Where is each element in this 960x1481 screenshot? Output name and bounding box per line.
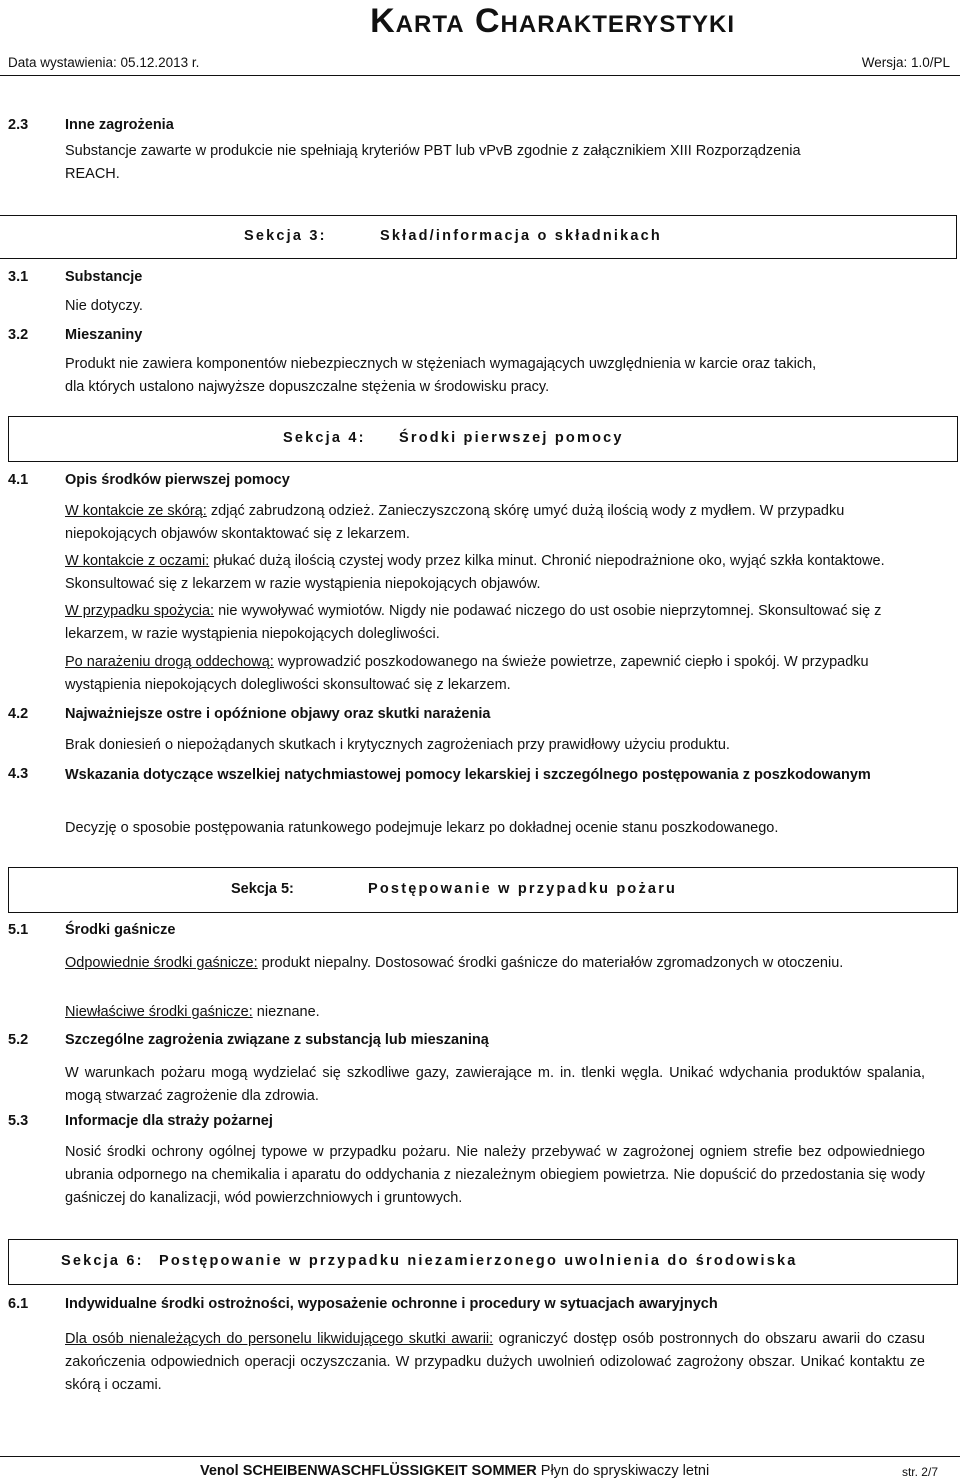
s4-1-ingestion-paragraph bbox=[65, 600, 925, 646]
s2-3-text-line2: REACH. bbox=[65, 166, 120, 182]
unsuitable-label: Niewłaściwe środki gaśnicze: bbox=[65, 1004, 253, 1020]
issue-date: Data wystawienia: 05.12.2013 r. bbox=[8, 55, 200, 70]
s4-3-title: Wskazania dotyczące wszelkiej natychmiastowej pomocy lekarskiej i szczególnego postępowania z poszkodowanym bbox=[65, 767, 871, 783]
s4-1-eyes-paragraph bbox=[65, 550, 925, 596]
footer-product bbox=[200, 1463, 709, 1479]
suitable-label: Odpowiednie środki gaśnicze: bbox=[65, 955, 258, 971]
s6-1-label: Dla osób nienależących do personelu likwidującego skutki awarii: bbox=[65, 1331, 494, 1347]
section-5-header bbox=[8, 867, 958, 913]
footer-product-desc: Płyn do spryskiwaczy letni bbox=[536, 1463, 710, 1479]
s5-3-text: Nosić środki ochrony ogólnej typowe w przypadku pożaru. Nie należy przebywać w zagrożonej ogniem strefie bez odpowiedniego ubrania odpornego na chemikalia i aparatu do oddychania z niezależnym obiegiem powietrza. Nie dopuścić do przedostania się wody gaśniczej do kanalizacji, wód powierzchniowych i gruntowych. bbox=[65, 1144, 925, 1206]
s5-2-number: 5.2 bbox=[8, 1032, 29, 1048]
s2-3-title: Inne zagrożenia bbox=[65, 117, 174, 133]
ingestion-label: W przypadku spożycia: bbox=[65, 603, 215, 619]
s5-2-title: Szczególne zagrożenia związane z substancją lub mieszaniną bbox=[65, 1032, 489, 1048]
footer-product-name: Venol SCHEIBENWASCHFLÜSSIGKEIT SOMMER bbox=[200, 1463, 537, 1479]
s4-1-inhalation-paragraph bbox=[65, 651, 925, 697]
s6-1-number: 6.1 bbox=[8, 1296, 29, 1312]
s3-2-title: Mieszaniny bbox=[65, 327, 143, 343]
s3-1-title: Substancje bbox=[65, 269, 143, 285]
section-3-label: Sekcja 3: bbox=[244, 228, 327, 244]
section-6-header bbox=[8, 1239, 958, 1285]
eyes-label: W kontakcie z oczami: bbox=[65, 553, 210, 569]
version: Wersja: 1.0/PL bbox=[861, 55, 950, 70]
footer-rule bbox=[0, 1456, 960, 1457]
skin-label: W kontakcie ze skórą: bbox=[65, 503, 207, 519]
eyes-text: płukać dużą ilością czystej wody przez kilka minut. Chronić niepodrażnione oko, wyjąć szkła kontaktowe. Skonsultować się z lekarzem w razie wystąpienia niepokojących objawów. bbox=[65, 553, 885, 592]
section-5-label: Sekcja 5: bbox=[231, 881, 294, 897]
s4-1-skin-paragraph bbox=[65, 500, 925, 546]
unsuitable-text: nieznane. bbox=[252, 1004, 320, 1020]
s4-3-text: Decyzję o sposobie postępowania ratunkowego podejmuje lekarz po dokładnej ocenie stanu poszkodowanego. bbox=[65, 820, 779, 836]
section-6-label: Sekcja 6: bbox=[61, 1253, 144, 1269]
s3-2-text-line2: dla których ustalono najwyższe dopuszczalne stężenia w środowisku pracy. bbox=[65, 379, 550, 395]
skin-text: zdjąć zabrudzoną odzież. Zanieczyszczoną skórę umyć dużą ilością wody z mydłem. W przypadku niepokojących objawów skontaktować się z lekarzem. bbox=[65, 503, 845, 542]
s5-3-number: 5.3 bbox=[8, 1113, 29, 1129]
s2-3-text-line1: Substancje zawarte w produkcie nie spełniają kryteriów PBT lub vPvB zgodnie z załącznikiem XIII Rozporządzenia bbox=[65, 143, 801, 159]
s4-2-text: Brak doniesień o niepożądanych skutkach i krytycznych zagrożeniach przy prawidłowy użyciu produktu. bbox=[65, 737, 730, 753]
s3-1-text: Nie dotyczy. bbox=[65, 298, 143, 314]
section-4-header bbox=[8, 416, 958, 462]
section-4-label: Sekcja 4: bbox=[283, 430, 366, 446]
section-3-header bbox=[0, 215, 957, 259]
s2-3-number: 2.3 bbox=[8, 117, 29, 133]
s4-2-title: Najważniejsze ostre i opóźnione objawy oraz skutki narażenia bbox=[65, 706, 491, 722]
s6-1-text: ograniczyć dostęp osób postronnych do obszaru awarii do czasu zakończenia odpowiednich operacji oczyszczania. W przypadku dużych uwolnień odizolować zagrożony obszar. Unikać kontaktu ze skórą i oczami. bbox=[65, 1331, 925, 1393]
s5-2-text: W warunkach pożaru mogą wydzielać się szkodliwe gazy, zawierające m. in. tlenki węgla. Unikać wdychania produktów spalania, mogą stwarzać zagrożenie dla zdrowia. bbox=[65, 1065, 925, 1104]
suitable-text: produkt niepalny. Dostosować środki gaśnicze do materiałów zgromadzonych w otoczeniu. bbox=[257, 955, 844, 971]
inhalation-text: wyprowadzić poszkodowanego na świeże powietrze, zapewnić ciepło i spokój. W przypadku wystąpienia niepokojących dolegliwości skonsultować się z lekarzem. bbox=[65, 654, 869, 693]
section-3-title: Skład/informacja o składnikach bbox=[380, 228, 662, 244]
s3-2-number: 3.2 bbox=[8, 327, 29, 343]
document-title: Karta Charakterystyki bbox=[370, 2, 735, 40]
header-rule bbox=[0, 75, 960, 76]
ingestion-text: nie wywoływać wymiotów. Nigdy nie podawać niczego do ust osobie nieprzytomnej. Skonsultować się z lekarzem, w razie wystąpienia niepokojących dolegliwości. bbox=[65, 603, 882, 642]
section-5-title: Postępowanie w przypadku pożaru bbox=[368, 881, 678, 897]
section-6-title: Postępowanie w przypadku niezamierzonego uwolnienia do środowiska bbox=[159, 1253, 798, 1269]
s4-2-number: 4.2 bbox=[8, 706, 29, 722]
s6-1-paragraph bbox=[65, 1328, 925, 1397]
s5-1-title: Środki gaśnicze bbox=[65, 922, 176, 938]
s5-1-number: 5.1 bbox=[8, 922, 29, 938]
s4-3-number: 4.3 bbox=[8, 766, 29, 782]
s4-1-number: 4.1 bbox=[8, 472, 29, 488]
s5-1-unsuitable-paragraph bbox=[65, 1001, 925, 1024]
section-4-title: Środki pierwszej pomocy bbox=[399, 430, 624, 446]
inhalation-label: Po narażeniu drogą oddechową: bbox=[65, 654, 274, 670]
s5-1-suitable-paragraph bbox=[65, 952, 925, 975]
footer-page-number: str. 2/7 bbox=[901, 1465, 938, 1479]
s5-3-title: Informacje dla straży pożarnej bbox=[65, 1113, 273, 1129]
s3-2-text-line1: Produkt nie zawiera komponentów niebezpiecznych w stężeniach wymagających uwzględnienia w karcie oraz takich, bbox=[65, 356, 817, 372]
s4-1-title: Opis środków pierwszej pomocy bbox=[65, 472, 290, 488]
s6-1-title: Indywidualne środki ostrożności, wyposażenie ochronne i procedury w sytuacjach awaryjnych bbox=[65, 1296, 718, 1312]
s3-1-number: 3.1 bbox=[8, 269, 29, 285]
